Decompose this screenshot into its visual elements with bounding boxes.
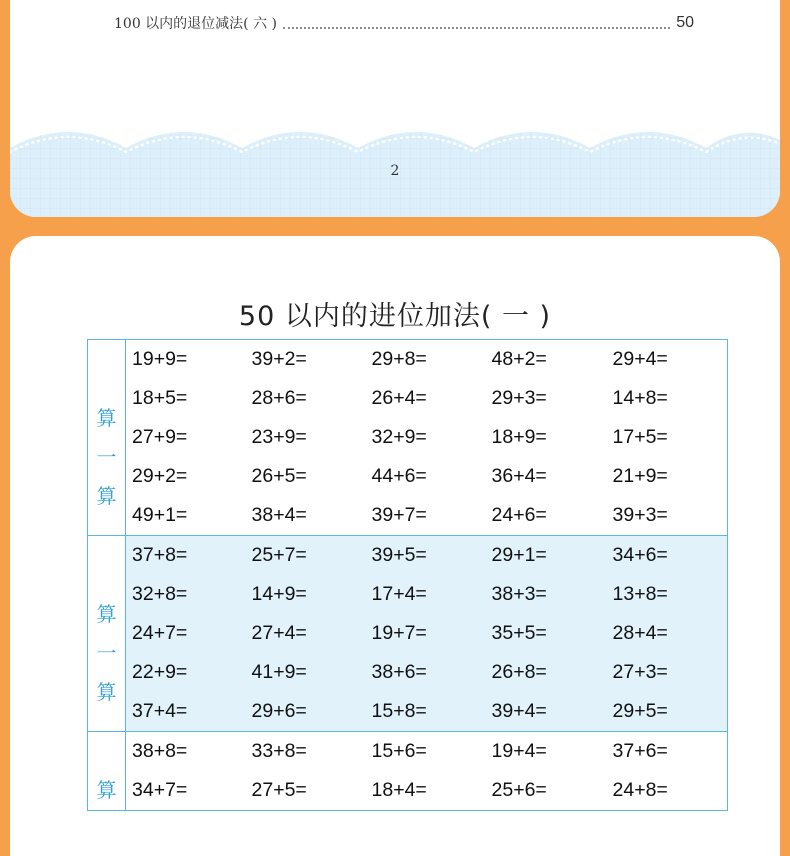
problem-cell: 39+2= bbox=[251, 348, 307, 370]
table-row bbox=[88, 379, 728, 418]
table-row bbox=[88, 340, 728, 380]
problem-cell: 39+4= bbox=[486, 692, 607, 732]
problem-cell: 36+4= bbox=[491, 465, 547, 487]
problem-cell: 27+4= bbox=[246, 614, 366, 653]
problem-cell: 27+3= bbox=[607, 653, 728, 692]
label-char: 算 bbox=[96, 405, 117, 430]
problem-cell: 32+9= bbox=[371, 426, 427, 448]
problem-cell: 39+3= bbox=[612, 504, 668, 526]
problem-cell: 38+3= bbox=[486, 575, 607, 614]
problem-cell: 37+4= bbox=[126, 692, 246, 732]
problem-cell: 26+4= bbox=[371, 387, 427, 409]
previous-page bbox=[10, 0, 780, 217]
problem-cell: 25+7= bbox=[246, 536, 366, 576]
label-char: 一 bbox=[96, 640, 117, 665]
problem-cell: 37+8= bbox=[126, 536, 246, 576]
group-label bbox=[88, 732, 126, 811]
problem-cell: 24+6= bbox=[491, 504, 547, 526]
problem-cell: 38+8= bbox=[132, 740, 188, 762]
problem-cell: 26+8= bbox=[486, 653, 607, 692]
table-row bbox=[88, 575, 728, 614]
group-label bbox=[88, 340, 126, 536]
label-char: 算 bbox=[96, 483, 117, 508]
problem-cell: 21+9= bbox=[612, 465, 668, 487]
problem-cell: 17+4= bbox=[366, 575, 486, 614]
problem-cell: 32+8= bbox=[126, 575, 246, 614]
toc-entry[interactable] bbox=[114, 12, 694, 34]
problem-cell: 39+7= bbox=[371, 504, 427, 526]
problem-cell: 27+9= bbox=[132, 426, 188, 448]
table-row bbox=[88, 536, 728, 576]
problem-cell: 15+6= bbox=[371, 740, 427, 762]
label-char: 算 bbox=[96, 679, 117, 704]
problem-cell: 14+8= bbox=[612, 387, 668, 409]
problem-cell: 13+8= bbox=[607, 575, 728, 614]
problem-cell: 34+6= bbox=[607, 536, 728, 576]
problem-cell: 18+4= bbox=[371, 779, 427, 801]
table-row bbox=[88, 732, 728, 772]
problem-group-1 bbox=[88, 340, 728, 536]
problem-cell: 44+6= bbox=[371, 465, 427, 487]
toc-entry-title: 100 以内的退位减法( 六 ) bbox=[114, 16, 277, 32]
problem-cell: 29+1= bbox=[486, 536, 607, 576]
problem-cell: 24+7= bbox=[126, 614, 246, 653]
page-number: 2 bbox=[390, 163, 400, 179]
problem-cell: 24+8= bbox=[612, 779, 668, 801]
table-row bbox=[88, 418, 728, 457]
problem-cell: 35+5= bbox=[486, 614, 607, 653]
problem-cell: 18+5= bbox=[132, 387, 188, 409]
problem-cell: 39+5= bbox=[366, 536, 486, 576]
toc-entry-page: 50 bbox=[676, 14, 694, 31]
problem-cell: 29+4= bbox=[612, 348, 668, 370]
problem-cell: 19+7= bbox=[366, 614, 486, 653]
problem-cell: 27+5= bbox=[251, 779, 307, 801]
problem-cell: 38+4= bbox=[251, 504, 307, 526]
problem-cell: 28+6= bbox=[251, 387, 307, 409]
table-row bbox=[88, 457, 728, 496]
problem-cell: 14+9= bbox=[246, 575, 366, 614]
problem-cell: 33+8= bbox=[251, 740, 307, 762]
problem-cell: 29+8= bbox=[371, 348, 427, 370]
problem-cell: 29+6= bbox=[246, 692, 366, 732]
problem-cell: 19+9= bbox=[132, 348, 188, 370]
problem-cell: 26+5= bbox=[251, 465, 307, 487]
problem-cell: 29+5= bbox=[607, 692, 728, 732]
problem-cell: 23+9= bbox=[251, 426, 307, 448]
worksheet-title: 50 以内的进位加法( 一 ) bbox=[238, 301, 552, 332]
group-label bbox=[88, 536, 126, 732]
toc-leader-dots bbox=[283, 17, 670, 29]
problem-cell: 48+2= bbox=[491, 348, 547, 370]
problem-cell: 17+5= bbox=[612, 426, 668, 448]
table-row bbox=[88, 771, 728, 811]
problem-cell: 19+4= bbox=[491, 740, 547, 762]
problem-cell: 25+6= bbox=[491, 779, 547, 801]
table-row bbox=[88, 614, 728, 653]
problem-cell: 38+6= bbox=[366, 653, 486, 692]
table-row bbox=[88, 692, 728, 732]
problem-cell: 15+8= bbox=[366, 692, 486, 732]
table-row bbox=[88, 653, 728, 692]
label-char: 算 bbox=[96, 601, 117, 626]
problem-cell: 22+9= bbox=[126, 653, 246, 692]
problem-cell: 49+1= bbox=[132, 504, 188, 526]
problem-cell: 28+4= bbox=[607, 614, 728, 653]
problem-cell: 34+7= bbox=[132, 779, 188, 801]
label-char: 算 bbox=[96, 778, 117, 802]
problem-cell: 18+9= bbox=[491, 426, 547, 448]
problem-cell: 41+9= bbox=[246, 653, 366, 692]
problem-cell: 29+2= bbox=[132, 465, 188, 487]
problem-group-3 bbox=[88, 732, 728, 811]
problem-table bbox=[87, 339, 728, 811]
problem-cell: 29+3= bbox=[491, 387, 547, 409]
problem-cell: 37+6= bbox=[612, 740, 668, 762]
table-row bbox=[88, 496, 728, 536]
problem-group-2 bbox=[88, 536, 728, 732]
label-char: 一 bbox=[96, 444, 117, 469]
